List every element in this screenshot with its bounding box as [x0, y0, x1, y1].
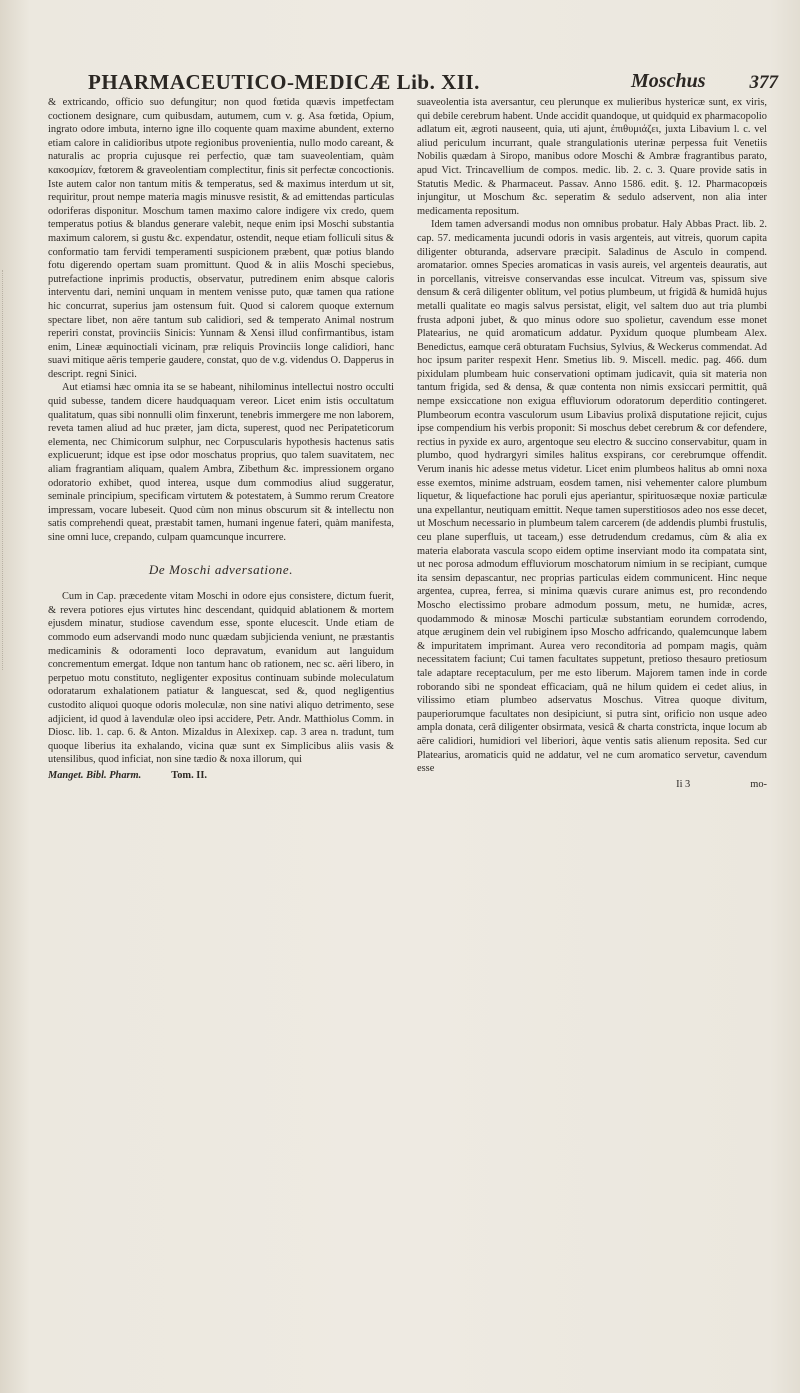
signature-title: Manget. Bibl. Pharm.	[48, 769, 142, 781]
left-column	[48, 96, 394, 1336]
paragraph: Idem tamen adversandi modus non omnibus probatur. Haly Abbas Pract. lib. 2. cap. 57. medicamenta jucundi odoris in vasis argenteis, aut vitreis, quorum capita diligenter obturanda, adservare præcipit. Saladinus de Asculo in compend. aromatarior. omnes Species aromaticas in vasis aureis, vel argenteis deauratis, aut in porcellanis, vitreisve conservandas esse inculcat. Vitreum vas, spissum sive densum & cerâ diligenter oblitum, vel potius plumbeum, ut frigidâ & humidâ hujus metalli qualitate eo magis salvus persistat, eligit, vel saltem duo aut tria plumbi frusta adponi jubet, & quo minus odore suo spolietur, cavendum esse monet Platearius, ne quid aromaticum addatur. Pyxidum quoque plumbeam Alex. Benedictus, eamque cerâ obturatam Fuchsius, Sylvius, & Weckerus commendat. Ad hoc ipsum pariter respexit Henr. Smetius lib. 9. Miscell. medic. pag. 466. dum pixidulam plumbeam huic conservationi optimam judicavit, quia sit materia non tantum frigida, sed & densa, & quæ contenta non nimis exsiccari permittit, quâ nempe exsiccatione non exigua effluviorum odoratorum deperditio contingeret. Plumbeorum econtra vasculorum usum Libavius prolixâ disputatione rejicit, cujus ipse compendium his verbis proponit: Si moschus debet cerebrum & cor defendere, rectius in pyxide ex auro, argentoque seu electro & succino conservabitur, quam in plumbo, quod hydrargyri similes halitus exspirans, cor cerebrumque offendit. Verum inanis hic adesse metus videtur. Licet enim plumbeos halitus ab omni noxa esse exemtos, minime adstruam, eosdem tamen, nisi vehementer calore plumbum liquetur, & liquefactione hac poruli ejus aperiantur, spirituosæque noxiæ particulæ una expellantur, neutiquam emittit. Neque tamen superstitiosos adeo nos esse decet, ut Moschum necessario in plumbeum talem carcerem (de addendis plumbi frustulis, ceu plane superfluis, ut taceam,) esse detrudendum credamus, cùm & alia ex materia elaborata vascula scopo eidem optime inserviant modo ita compatata sint, ut nec porosa admodum effluviorum moschatorum nimium in se recipiant, cumque ita sensim depascantur, nec proprias particulas eidem communicent. Hinc neque argentea, cuprea, ferrea, si minima quævis curare animus est, pro recondendo Moscho electissimo probare admodum possum, metu, ne humidæ, acres, quodammodo & minosæ Moschi particulæ substantiam eorundem corrodendo, atque æruginem dein vel rubiginem ipso Moscho adfricando, qualemcunque labem & impuritatem imprimant. Aurea vero reconditoria ad pompam magis, quàm necessitatem faciunt; Cui tamen facultates suppetunt, pretioso thesauro pretiosum tale adaptare receptaculum, per me esto liberum. Majorem tamen inde in corde roborando sibi ne spondeat efficaciam, quâ ne hilum quidem ei cedet alius, in vilissimo etiam plumbeo adservatus Moschus. Vitrea quoque divitum, pauperiorumque facultates non desipiciunt, si putra sint, orificio non usque adeo ampla donata, cerâ diligenter obsirmata, vesicâ & charta constricta, inque locum ab aëre calidiori, humidiori vel liberiori, àque ventis satis alienum reposita. Sed cur Platearius, aromaticis quid ne addatur, vel ne cum aromatico servetur, cavendum esse	[417, 219, 767, 775]
paragraph: Cum in Cap. præcedente vitam Moschi in odore ejus consistere, dictum fuerit, & revera potiores ejus virtutes hinc descendant, quidquid ablationem & mortem ejusdem minatur, studiose cavendum esse, sponte elucescit. Unde etiam de commodo eum adservandi modo nunc quædam subjicienda veniunt, ne præstantis medicaminis & odoramenti loco depravatum, evanidum aut languidum concrementum emergat. Idque non tantum hanc ob rationem, nec sc. aëri libero, in perpetuo motu constituto, negligenter expositus continuam subinde moleculatum odoratarum exhalationem patiatur & languescat, sed &, quod negligentius custodito aliquoi quoque odoris moleculæ, non sine nativi aliquo detrimento, sese adjicient, id quod à lavendulæ oleo ipsi accidere, Petr. Andr. Matthiolus Comm. in Diosc. lib. 1. cap. 6. & Anton. Mizaldus in Alexixep. cap. 3 area n. tradunt, tum quoque liberius ita exhalando, vicina quæ sunt ex Simplicibus aliis vasis & utensilibus, quod inficiat, non sine tædio & noxa illorum, qui	[48, 591, 394, 766]
signature-mark: Ii 3	[676, 778, 691, 790]
right-column	[417, 96, 767, 1336]
paragraph: Aut etiamsi hæc omnia ita se se habeant, nihilominus intellectui nostro occulti quid subesse, tandem dicere haudquaquam vereor. Licet enim istis occultatum qualitatum, quas sibi nonnulli olim finxerunt, tenebris immergere me non laborem, reveta tamen aliud ad huc præter, jam dicta, superest, quod nec Peripateticorum elementa, nec Chimicorum sulphur, nec Corpuscularis hypothesis hactenus satis explicuerunt; idque est ipse odor moschatus proprius, quo talem suavitatem, nec aliam fragrantiam aliquam, qualem Ambra, Zibethum &c. impressionem organo odoratorio exhibet, quod interea, usque dum commodius aliud suggeratur, seminale principium, specificam virtutem & potestatem, à Summo rerum Creatore impressam, vocare lubeseit. Quod cùm non minus obscurum sit & intellectu non satis comprehendi queat, præstabit tamen, humani ingenue fateri, quàm manifesta, sine omni luce, crepando, culpam quamcunque incurrere.	[48, 382, 394, 543]
catchword-line	[417, 778, 767, 792]
section-heading: De Moschi adversatione.	[148, 561, 294, 577]
running-head: PHARMACEUTICO-MEDICÆ Lib. XII.	[88, 70, 480, 94]
paragraph: suaveolentia ista aversantur, ceu plerunque ex mulieribus hystericæ sunt, ex viris, qui debile cerebrum habent. Unde accidit quandoque, ut quidquid ex pharmacopolio adlatum eit, ægroti nauseent, quia, uti ajunt, ἐπιθυμιάζει, juxta Libavium l. c. vel aliud periculum incurrant, quale strangulationis uterinæ perpessa fuit Venetiis Nobilis quædam à Siropo, manibus odore Moschi & Ambræ fragrantibus parato, apud Vict. Trincavellium de compos. medic. lib. 2. c. 3. Quare provide satis in Statutis Medic. & Pharmaceut. Passav. Anno 1586. edit. §. 12. Pharmacopœis injungitur, ut Moschum &c. seperatim & sedulo adservent, non alia inter medicamenta repositum.	[417, 97, 767, 217]
section-title: Moschus	[631, 70, 706, 92]
signature-tome: Tom. II.	[171, 769, 207, 781]
catchword: mo-	[750, 778, 767, 790]
page-number: 377	[749, 72, 778, 93]
running-header	[88, 70, 778, 96]
page-edge-shadow	[2, 270, 13, 670]
signature-line	[48, 769, 394, 783]
paragraph: & extricando, officio suo defungitur; non quod fœtida quævis impetfectam coctionem designare, cum quibusdam, autumem, cum v. g. Asa fœtida, Opium, ingrato odore imbuta, interno igne illo coquente quam maxime abundent, externo etiam calore in calidioribus utpote regionibus provenientia, nullo modo careant, & naturalis ac propria cujusque rei perfectio, quæ tam suaveolentiam, quàm κακοσμίαν, fœtorem & graveolentiam complectitur, finis sit perfectæ concoctionis. Iste autem calor non tantum mitis & temperatus, sed & maximus interdum ut sit, requiritur, prout nempe materia magis minusve resistit, & ad emittendas particulas odoriferas disponitur. Moschum tamen maximo calore indigere vix credo, quem temperatus potius & blandus generare valebit, neque enim ipsi Moschi substantia maximum calorem, si gustu &c. expendatur, ostendit, neque etiam folliculi situs & conformatio tam fervidi temperamenti suspicionem præbent, quæ potius blando fotu digerendo opertam suam promittunt. Quod & in aliis Moschi speciebus, putrefactione inprimis productis, observatur, putredinem enim absque caloris interventu dari, nemini unquam in mentem venisse puto, quæ tamen qua ratione hic concurrat, superius jam ostensum fuit. Quod si calorem quoque externum spectare libet, non aëre tantum sub calidiori, sed & temperato Animal nostrum reperiri constat, provinciis Sinicis: Yunnam & Xensi illud confirmantibus, istam enim, Lineæ æquinoctiali vicinam, præ reliquis Provinciis longe calidiori, hanc suavi mitique aëris temperie gaudere, constat, quo de v.g. videndus O. Dapperus in descript. regni Sinici.	[48, 97, 394, 380]
